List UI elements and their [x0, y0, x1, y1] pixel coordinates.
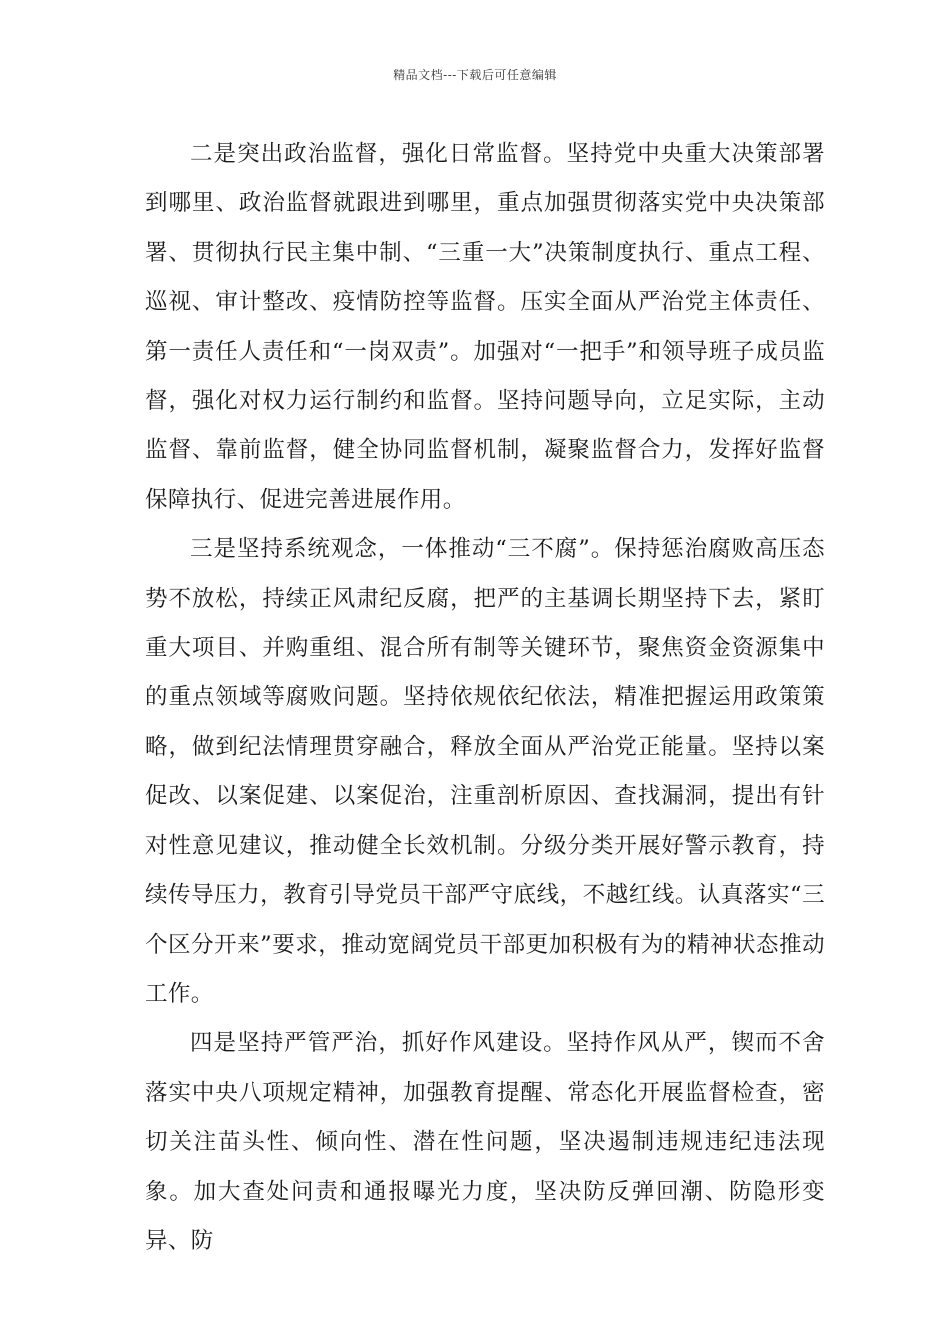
- page-header: 精品文档---下载后可任意编辑: [393, 68, 557, 82]
- document-body: [145, 130, 825, 1266]
- paragraph-work-style: 四是坚持严管严治，抓好作风建设。坚持作风从严，锲而不舍落实中央八项规定精神，加强教育提醒、常态化开展监督检查，密切关注苗头性、倾向性、潜在性问题，坚决遏制违规违纪违法现象。加大查处问责和通报曝光力度，坚决防反弹回潮、防隐形变异、防: [145, 1030, 825, 1254]
- paragraph-three-no-corruption: 三是坚持系统观念，一体推动“三不腐”。保持惩治腐败高压态势不放松，持续正风肃纪反腐，把严的主基调长期坚持下去，紧盯重大项目、并购重组、混合所有制等关键环节，聚焦资金资源集中的重点领域等腐败问题。坚持依规依纪依法，精准把握运用政策策略，做到纪法情理贯穿融合，释放全面从严治党正能量。坚持以案促改、以案促建、以案促治，注重剖析原因、查找漏洞，提出有针对性意见建议，推动健全长效机制。分级分类开展好警示教育，持续传导压力，教育引导党员干部严守底线，不越红线。认真落实“三个区分开来”要求，推动宽阔党员干部更加积极有为的精神状态推动工作。: [145, 536, 825, 1007]
- paragraph-political-supervision: 二是突出政治监督，强化日常监督。坚持党中央重大决策部署到哪里、政治监督就跟进到哪里，重点加强贯彻落实党中央决策部署、贯彻执行民主集中制、“三重一大”决策制度执行、重点工程、巡视、审计整改、疫情防控等监督。压实全面从严治党主体责任、第一责任人责任和“一岗双责”。加强对“一把手”和领导班子成员监督，强化对权力运行制约和监督。坚持问题导向，立足实际，主动监督、靠前监督，健全协同监督机制，凝聚监督合力，发挥好监督保障执行、促进完善进展作用。: [145, 141, 825, 513]
